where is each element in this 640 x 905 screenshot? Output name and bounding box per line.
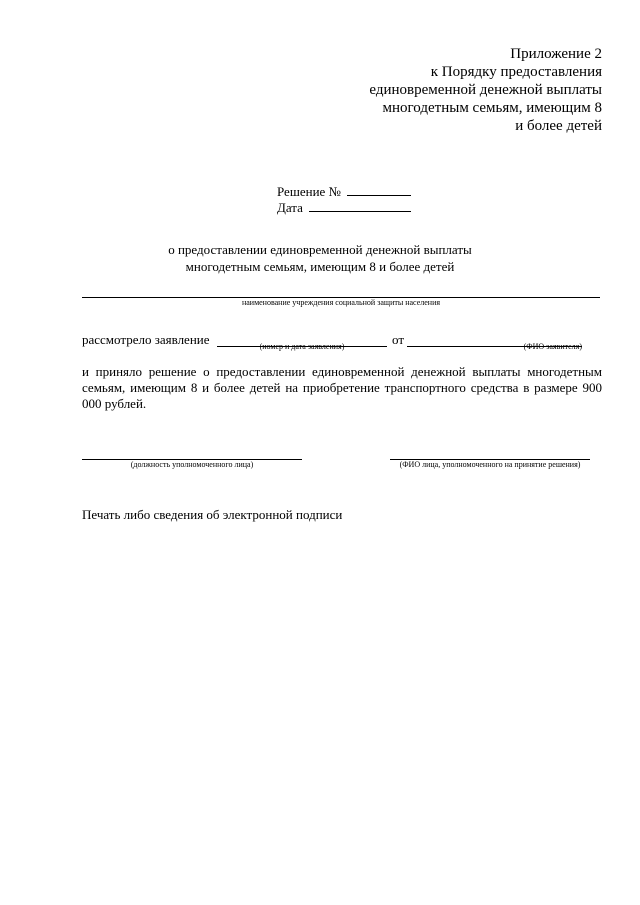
stamp-note: Печать либо сведения об электронной подписи xyxy=(82,507,343,522)
applicant-caption: (ФИО заявителя) xyxy=(523,342,582,351)
name-caption: (ФИО лица, уполномоченного на принятие решения) xyxy=(399,460,581,469)
decision-number-label: Решение № xyxy=(277,184,341,199)
from-label: от xyxy=(392,332,405,347)
subject-line: многодетным семьям, имеющим 8 и более детей xyxy=(185,259,455,274)
appendix-line: многодетным семьям, имеющим 8 xyxy=(382,100,602,116)
appendix-line: Приложение 2 xyxy=(510,46,602,62)
appendix-line: и более детей xyxy=(515,118,602,134)
application-caption: (номер и дата заявления) xyxy=(259,342,345,351)
decision-date-blank xyxy=(309,199,411,212)
appendix-line: единовременной денежной выплаты xyxy=(369,82,602,98)
decision-number-row xyxy=(277,183,411,200)
appendix-reference xyxy=(369,45,602,135)
decision-number-blank xyxy=(347,183,411,196)
organization-caption: наименование учреждения социальной защиты населения xyxy=(241,298,441,307)
subject-line: о предоставлении единовременной денежной выплаты xyxy=(168,242,472,257)
position-caption: (должность уполномоченного лица) xyxy=(130,460,254,469)
appendix-line: к Порядку предоставления xyxy=(430,64,602,80)
considered-label: рассмотрело заявление xyxy=(82,332,210,347)
decision-body: и приняло решение о предоставлении единовременной денежной выплаты многодетным семьям, имеющим 8 и более детей на приобретение транспортного средства в размере 900 000 рублей. xyxy=(82,364,602,411)
decision-date-row xyxy=(277,199,411,216)
decision-subject xyxy=(0,241,640,275)
decision-date-label: Дата xyxy=(277,200,303,215)
